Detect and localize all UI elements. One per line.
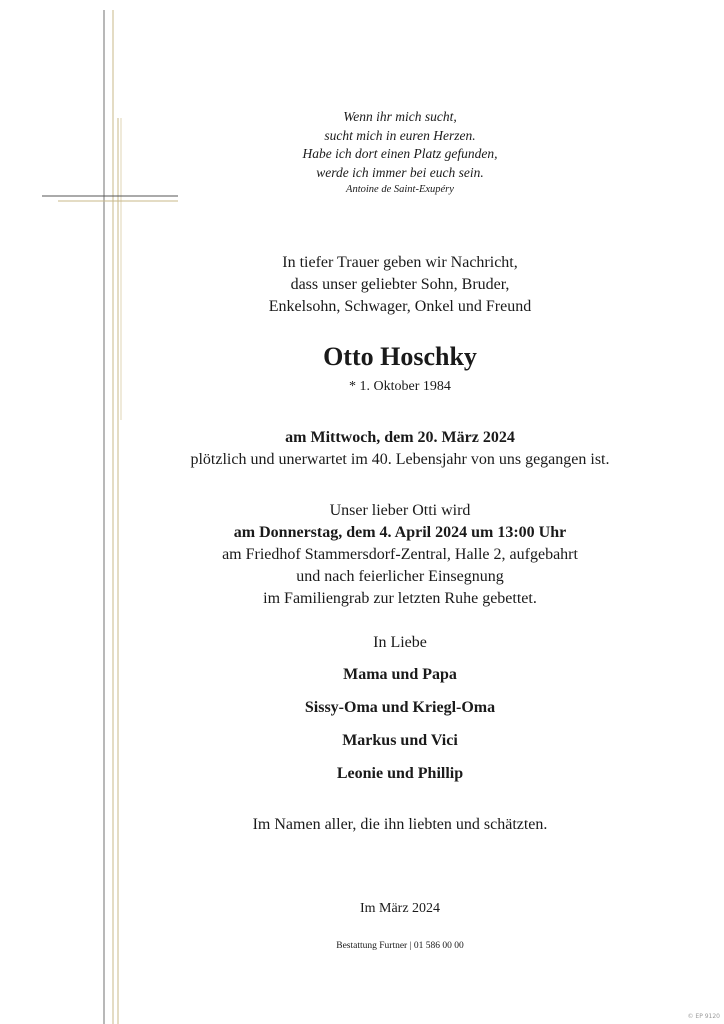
death-text: plötzlich und unerwartet im 40. Lebensjahr von uns gegangen ist.	[190, 451, 610, 468]
funeral-block	[112, 500, 688, 610]
funeral-home-footer: Bestattung Furtner | 01 586 00 00	[336, 941, 464, 951]
quote-line: werde ich immer bei euch sein.	[316, 164, 484, 180]
mourner-name: Sissy-Oma und Kriegl-Oma	[304, 699, 496, 716]
mourner-name: Leonie und Phillip	[336, 765, 464, 782]
print-code: © EP 9120	[687, 1013, 720, 1020]
mourners-list	[150, 664, 650, 796]
mourner-name: Markus und Vici	[342, 732, 458, 749]
funeral-line: am Friedhof Stammersdorf-Zentral, Halle 2, aufgebahrt	[222, 546, 578, 563]
intro-line: dass unser geliebter Sohn, Bruder,	[290, 276, 510, 293]
mourner-name: Mama und Papa	[343, 666, 457, 683]
intro-block	[150, 252, 650, 318]
deceased-name: Otto Hoschky	[323, 342, 477, 371]
quote-line: Wenn ihr mich sucht,	[343, 109, 457, 124]
quote-line: Habe ich dort einen Platz gefunden,	[302, 146, 498, 161]
intro-line: Enkelsohn, Schwager, Onkel und Freund	[268, 298, 532, 315]
death-date: am Mittwoch, dem 20. März 2024	[285, 429, 515, 446]
funeral-line: im Familiengrab zur letzten Ruhe gebettet.	[263, 590, 537, 607]
funeral-line: und nach feierlicher Einsegnung	[296, 568, 504, 585]
intro-line: In tiefer Trauer geben wir Nachricht,	[282, 254, 518, 271]
birth-date: * 1. Oktober 1984	[349, 379, 451, 394]
funeral-date: am Donnerstag, dem 4. April 2024 um 13:00 Uhr	[233, 524, 567, 541]
notice-date: Im März 2024	[359, 901, 441, 916]
quote-line: sucht mich in euren Herzen.	[324, 127, 476, 143]
quote-author: Antoine de Saint-Exupéry	[346, 184, 454, 195]
funeral-intro: Unser lieber Otti wird	[329, 502, 471, 519]
quote-block	[150, 108, 650, 198]
closing-text: Im Namen aller, die ihn liebten und schätzten.	[252, 816, 548, 833]
mourners-intro: In Liebe	[373, 634, 427, 651]
death-block	[112, 427, 688, 471]
